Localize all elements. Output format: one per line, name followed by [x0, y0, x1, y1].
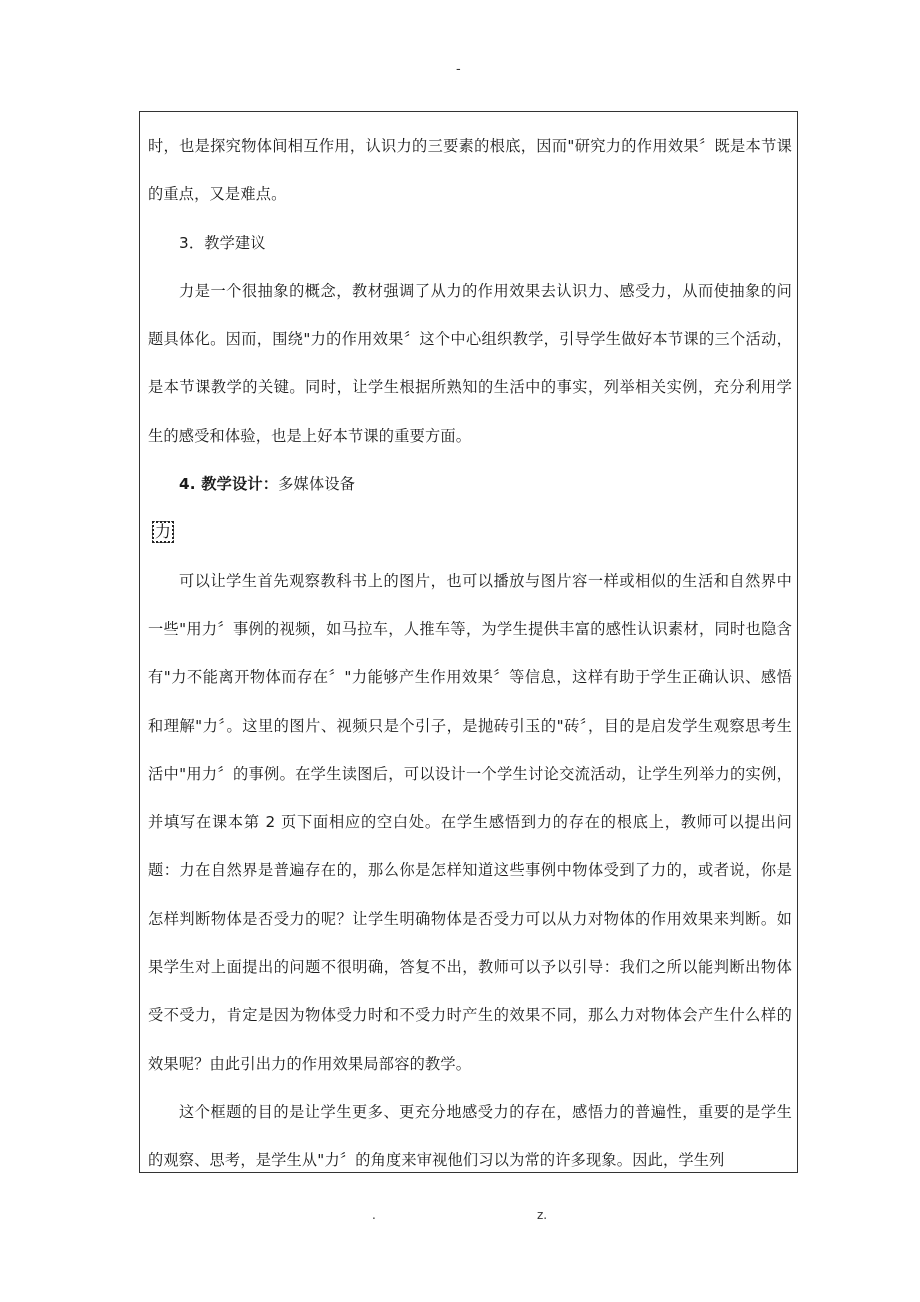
section-4-heading — [148, 460, 792, 508]
section-3-heading — [148, 219, 792, 267]
footer-right-mark: z. — [537, 1208, 548, 1222]
stamp-row — [148, 508, 792, 556]
content-frame — [139, 111, 798, 1173]
section-4-heading-value: 多媒体设备 — [278, 475, 356, 494]
force-stamp-icon: 力 — [152, 521, 174, 543]
paragraph-teaching-suggestion: 力是一个很抽象的概念，教材强调了从力的作用效果去认识力、感受力，从而使抽象的问题具体化。因而，围绕"力的作用效果〞这个中心组织教学，引导学生做好本节课的三个活动，是本节课教学的关键。同时，让学生根据所熟知的生活中的事实，列举相关实例，充分利用学生的感受和体验，也是上好本节课的重要方面。 — [148, 281, 792, 445]
footer-left-mark: . — [372, 1208, 376, 1222]
section-3-heading-text: 3．教学建议 — [179, 233, 266, 252]
content-body — [148, 122, 792, 1173]
header-mark: - — [456, 62, 461, 77]
paragraph-teaching-design: 可以让学生首先观察教科书上的图片，也可以播放与图片容一样或相似的生活和自然界中一些"用力〞事例的视频，如马拉车，人推车等，为学生提供丰富的感性认识素材，同时也隐含有"力不能离开物体而存在〞"力能够产生作用效果〞等信息，这样有助于学生正确认识、感悟和理解"力〞。这里的图片、视频只是个引子，是抛砖引玉的"砖〞，目的是启发学生观察思考生活中"用力〞的事例。在学生读图后，可以设计一个学生讨论交流活动，让学生列举力的实例，并填写在课本第 2 页下面相应的空白处。在学生感悟到力的存在的根底上，教师可以提出问题：力在自然界是普遍存在的，那么你是怎样知道这些事例中物体受到了力的，或者说，你是怎样判断物体是否受力的呢？让学生明确物体是否受力可以从力对物体的作用效果来判断。如果学生对上面提出的问题不很明确，答复不出，教师可以予以引导：我们之所以能判断出物体受不受力，肯定是因为物体受力时和不受力时产生的效果不同，那么力对物体会产生什么样的效果呢？由此引出力的作用效果局部容的教学。 — [148, 571, 792, 1073]
section-4-heading-label: 4. 教学设计： — [179, 475, 279, 494]
paragraph-frame-purpose: 这个框题的目的是让学生更多、更充分地感受力的存在，感悟力的普遍性，重要的是学生的观察、思考，是学生从"力〞的角度来审视他们习以为常的许多现象。因此，学生列 — [148, 1102, 792, 1170]
paragraph-continuation: 时，也是探究物体间相互作用，认识力的三要素的根底，因而"研究力的作用效果〞既是本节课的重点，又是难点。 — [148, 137, 792, 204]
